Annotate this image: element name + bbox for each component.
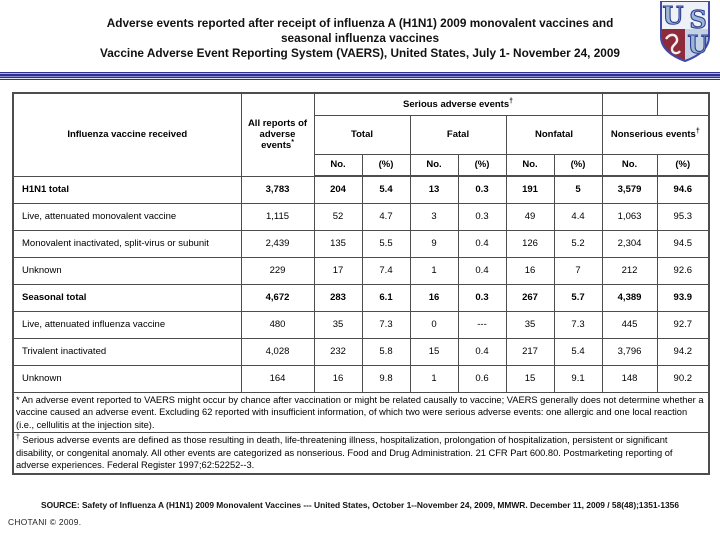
source-line: SOURCE: Safety of Influenza A (H1N1) 2009 Monovalent Vaccines --- United States, October 1--November 24, 2009, MMWR. December 11, 2009 / 58(48);1351-1356: [41, 500, 679, 510]
cell-value: 7.4: [362, 257, 410, 284]
cell-value: 1,115: [241, 203, 314, 230]
col-group-nonfatal: Nonfatal: [506, 115, 602, 154]
cell-value: 0.4: [458, 257, 506, 284]
cell-value: 9: [410, 230, 458, 257]
cell-value: 52: [314, 203, 362, 230]
logo-letter-u1: U: [662, 1, 684, 30]
cell-value: 7.3: [362, 311, 410, 338]
title-line-1: Adverse events reported after receipt of influenza A (H1N1) 2009 monovalent vaccines and: [106, 16, 614, 30]
cell-value: 16: [410, 284, 458, 311]
cell-value: 0.3: [458, 203, 506, 230]
cell-value: 2,304: [602, 230, 657, 257]
cell-value: 126: [506, 230, 554, 257]
cell-value: 4.4: [554, 203, 602, 230]
cell-value: 5.7: [554, 284, 602, 311]
col-header-no: No.: [506, 154, 554, 176]
col-header-pct: (%): [657, 154, 709, 176]
copyright: CHOTANI © 2009.: [8, 517, 82, 527]
col-header-no: No.: [314, 154, 362, 176]
cell-value: 5.8: [362, 338, 410, 365]
cell-value: 164: [241, 365, 314, 392]
cell-value: 2,439: [241, 230, 314, 257]
row-label: Live, attenuated influenza vaccine: [13, 311, 241, 338]
cell-value: 0.4: [458, 338, 506, 365]
asterisk-marker: *: [291, 139, 294, 147]
cell-value: 7: [554, 257, 602, 284]
cell-value: 445: [602, 311, 657, 338]
footnote-asterisk: [13, 392, 709, 433]
cell-value: 1: [410, 365, 458, 392]
table-row-live-attenuated-influenza: [13, 311, 709, 338]
cell-value: 16: [314, 365, 362, 392]
cell-value: 480: [241, 311, 314, 338]
col-header-no: No.: [602, 154, 657, 176]
row-label: Seasonal total: [13, 284, 241, 311]
col-header-all-reports: [241, 93, 314, 176]
empty-header-cell-1: [602, 93, 657, 115]
cell-value: 5.2: [554, 230, 602, 257]
cell-value: 4.7: [362, 203, 410, 230]
cell-value: 1,063: [602, 203, 657, 230]
cell-value: 267: [506, 284, 554, 311]
cell-value: 94.6: [657, 176, 709, 203]
row-label: Unknown: [13, 365, 241, 392]
cell-value: 3,783: [241, 176, 314, 203]
row-label: Trivalent inactivated: [13, 338, 241, 365]
cell-value: 94.5: [657, 230, 709, 257]
footnote-marker: *: [16, 394, 20, 405]
table-row-h1n1-unknown: [13, 257, 709, 284]
cell-value: 148: [602, 365, 657, 392]
col-header-pct: (%): [362, 154, 410, 176]
cell-value: 204: [314, 176, 362, 203]
footnote-text: An adverse event reported to VAERS might occur by chance after vaccination or might be related causally to vaccine; VAERS generally does not determine whether a vaccine caused an adverse event. Excluding 62 reported with insufficient information, of which two were serious adverse events: one allergic and one local reaction (i.e., cellulitis at the injection site).: [16, 394, 704, 430]
cell-value: 212: [602, 257, 657, 284]
cell-value: 92.6: [657, 257, 709, 284]
footnote-text: Serious adverse events are defined as those resulting in death, life-threatening illness, hospitalization, prolongation of hospitalization, persistent or significant disability, or congenital anomaly. All other events are categorized as nonserious. Food and Drug Administration. 21 CFR Part 600.80. Postmarketing reporting of adverse experiences. Federal Register 1997;62:52252--3.: [16, 435, 673, 471]
footnote-dagger: [13, 433, 709, 474]
cell-value: 232: [314, 338, 362, 365]
cell-value: 35: [506, 311, 554, 338]
cell-value: 93.9: [657, 284, 709, 311]
col-header-pct: (%): [554, 154, 602, 176]
cell-value: 9.1: [554, 365, 602, 392]
cell-value: 3: [410, 203, 458, 230]
col-group-serious: [314, 93, 602, 115]
col-header-no: No.: [410, 154, 458, 176]
empty-header-cell-2: [657, 93, 709, 115]
table-row-monovalent-inactivated: [13, 230, 709, 257]
row-label: Unknown: [13, 257, 241, 284]
col-header-vaccine: Influenza vaccine received: [13, 93, 241, 176]
cell-value: 217: [506, 338, 554, 365]
cell-value: 5.4: [554, 338, 602, 365]
cell-value: 92.7: [657, 311, 709, 338]
cell-value: 3,579: [602, 176, 657, 203]
row-label: Live, attenuated monovalent vaccine: [13, 203, 241, 230]
title-line-2: seasonal influenza vaccines: [280, 31, 440, 45]
cell-value: 0.4: [458, 230, 506, 257]
footnote-row-2: [13, 433, 709, 474]
cell-value: 4,389: [602, 284, 657, 311]
footnote-row-1: [13, 392, 709, 433]
col-group-nonserious: [602, 115, 709, 154]
col-group-fatal: Fatal: [410, 115, 506, 154]
cell-value: 135: [314, 230, 362, 257]
dagger-marker: †: [509, 97, 514, 105]
adverse-events-table: [12, 92, 710, 475]
cell-value: 15: [410, 338, 458, 365]
dagger-marker: †: [695, 127, 700, 135]
cell-value: 9.8: [362, 365, 410, 392]
blue-divider-band: [0, 72, 720, 80]
slide-title: [0, 0, 720, 61]
row-label: Monovalent inactivated, split-virus or subunit: [13, 230, 241, 257]
usu-shield-logo: [658, 1, 712, 63]
logo-letter-s: S: [689, 5, 707, 34]
cell-value: 0.3: [458, 176, 506, 203]
table-row-seasonal-total: [13, 284, 709, 311]
cell-value: 16: [506, 257, 554, 284]
cell-value: 15: [506, 365, 554, 392]
cell-value: 13: [410, 176, 458, 203]
cell-value: 49: [506, 203, 554, 230]
row-label: H1N1 total: [13, 176, 241, 203]
cell-value: 0.3: [458, 284, 506, 311]
cell-value: 35: [314, 311, 362, 338]
cell-value: 283: [314, 284, 362, 311]
cell-value: 7.3: [554, 311, 602, 338]
cell-value: 0: [410, 311, 458, 338]
cell-value: 5.5: [362, 230, 410, 257]
cell-value: ---: [458, 311, 506, 338]
col-header-pct: (%): [458, 154, 506, 176]
table-row-live-attenuated-monovalent: [13, 203, 709, 230]
cell-value: 95.3: [657, 203, 709, 230]
cell-value: 4,672: [241, 284, 314, 311]
cell-value: 0.6: [458, 365, 506, 392]
table-row-trivalent-inactivated: [13, 338, 709, 365]
header-row-1: [13, 93, 709, 115]
table-row-h1n1-total: [13, 176, 709, 203]
footnote-marker: †: [16, 434, 20, 442]
cell-value: 191: [506, 176, 554, 203]
cell-value: 1: [410, 257, 458, 284]
logo-letter-u2: U: [687, 30, 709, 59]
serious-label: Serious adverse events: [402, 98, 510, 110]
all-reports-label: All reports of adverse events: [247, 118, 308, 152]
col-group-total: Total: [314, 115, 410, 154]
cell-value: 5: [554, 176, 602, 203]
title-line-3: Vaccine Adverse Event Reporting System (VAERS), United States, July 1- November 24, 2009: [100, 46, 620, 60]
cell-value: 90.2: [657, 365, 709, 392]
cell-value: 17: [314, 257, 362, 284]
cell-value: 3,796: [602, 338, 657, 365]
cell-value: 6.1: [362, 284, 410, 311]
table-row-seasonal-unknown: [13, 365, 709, 392]
cell-value: 229: [241, 257, 314, 284]
cell-value: 5.4: [362, 176, 410, 203]
nonserious-label: Nonserious events: [610, 129, 696, 140]
cell-value: 94.2: [657, 338, 709, 365]
cell-value: 4,028: [241, 338, 314, 365]
